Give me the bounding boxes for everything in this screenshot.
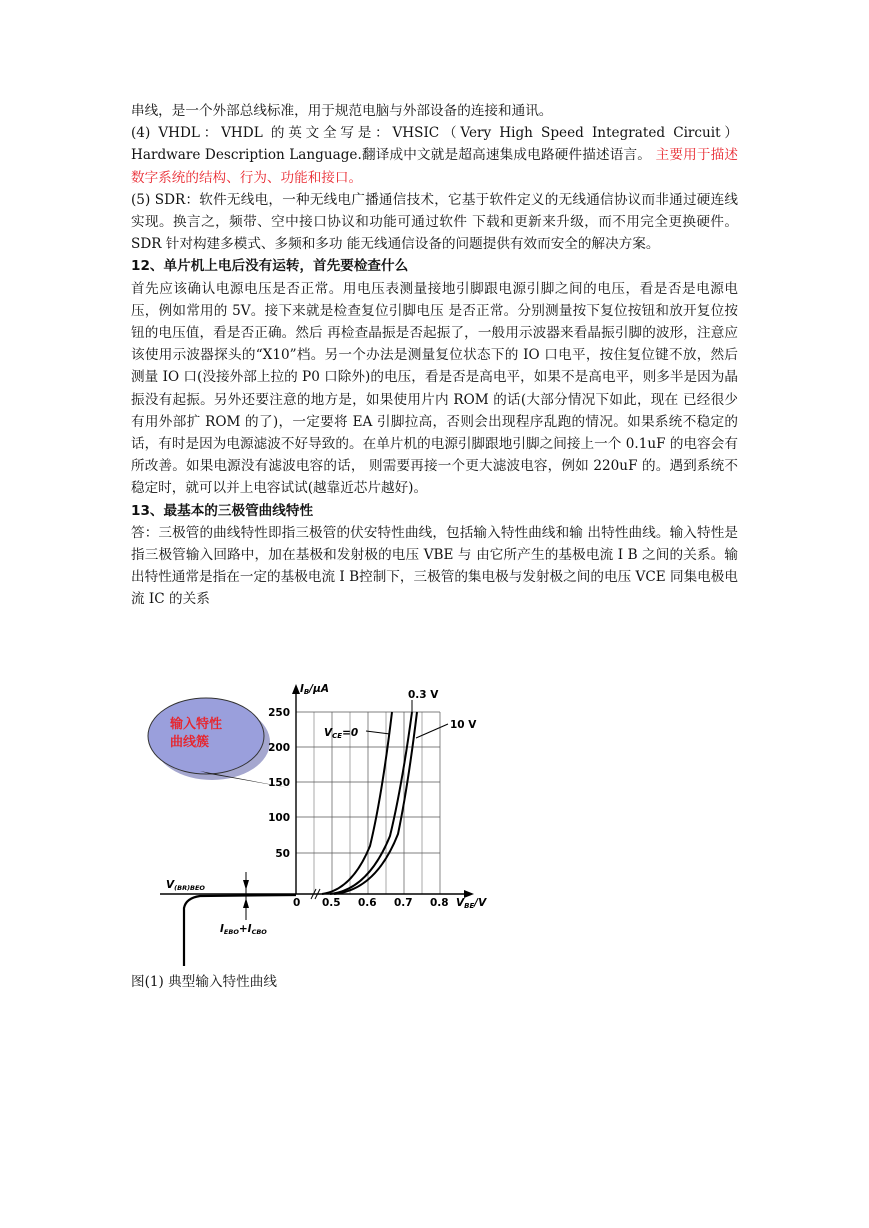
x-tick-0: 0 bbox=[293, 897, 301, 909]
curve-vce-03 bbox=[330, 712, 412, 894]
heading-12: 12、单片机上电后没有运转，首先要检查什么 bbox=[131, 258, 409, 275]
input-characteristic-diagram bbox=[140, 676, 500, 966]
grid bbox=[296, 712, 440, 894]
x-tick-08: 0.8 bbox=[430, 897, 449, 909]
y-tick-200: 200 bbox=[268, 742, 290, 754]
usb-paragraph-tail: 串线，是一个外部总线标准，用于规范电脑与外部设备的连接和通讯。 bbox=[131, 103, 553, 119]
x-tick-05: 0.5 bbox=[322, 897, 341, 909]
curve-vce-10 bbox=[334, 712, 417, 894]
x-tick-06: 0.6 bbox=[358, 897, 377, 909]
sdr-paragraph: (5) SDR：软件无线电，一种无线电广播通信技术，它基于软件定义的无线通信协议而非通过硬连线实现。换言之，频带、空中接口协议和功能可通过软件 下载和更新来升级，而不用完全更换硬件。SDR 针对构建多模式、多频和多功 能无线通信设备的问题提供有效而安全的解决方案。 bbox=[131, 191, 738, 253]
leakage-label: IEBO+ICBO bbox=[220, 923, 267, 936]
figure-caption: 图(1) 典型输入特性曲线 bbox=[131, 974, 277, 990]
heading-13: 13、最基本的三极管曲线特性 bbox=[131, 502, 314, 519]
curve-label-vce0: VCE=0 bbox=[324, 727, 359, 740]
x-axis-label: VBE/V bbox=[456, 897, 487, 910]
leader-lines bbox=[366, 700, 448, 738]
y-tick-100: 100 bbox=[268, 812, 290, 824]
y-tick-150: 150 bbox=[268, 777, 290, 789]
input-characteristic-figure bbox=[140, 676, 500, 966]
document-body bbox=[131, 100, 738, 611]
vhdl-paragraph bbox=[131, 122, 738, 189]
x-tick-07: 0.7 bbox=[394, 897, 413, 909]
answer-12: 首先应该确认电源电压是否正常。用电压表测量接地引脚跟电源引脚之间的电压，看是否是电源电压，例如常用的 5V。接下来就是检查复位引脚电压 是否正常。分别测量按下复位按钮和放开复位按钮的电压值，看是否正确。然后 再检查晶振是否起振了，一般用示波器来看晶振引脚的波形，注意应该使用示波器探头的“X10”档。另一个办法是测量复位状态下的 IO 口电平，按住复位键不放，然后测量 IO 口(没接外部上拉的 P0 口除外)的电压，看是否是高电平，如果不是高电平，则多半是因为晶振没有起振。另外还要注意的地方是，如果使用片内 ROM 的话(大部分情况下如此，现在 已经很少有用外部扩 ROM 的了)，一定要将 EA 引脚拉高，否则会出现程序乱跑的情况。如果系统不稳定的话，有时是因为电源滤波不好导致的。在单片机的电源引脚跟地引脚之间接上一个 0.1uF 的电容会有所改善。如果电源没有滤波电容的话， 则需要再接一个更大滤波电容，例如 220uF 的。遇到系统不稳定时，就可以并上电容试试(越靠近芯片越好)。 bbox=[131, 280, 738, 497]
y-tick-250: 250 bbox=[268, 707, 290, 719]
y-tick-50: 50 bbox=[275, 848, 290, 860]
bubble-text-line2: 曲线簇 bbox=[170, 735, 210, 750]
vhdl-text: (4) VHDL：VHDL 的英文全写是：VHSIC（Very High Speed Integrated Circuit） Hardware Description Language.翻译成中文就是超高速集成电路硬件描述语言。 bbox=[131, 125, 738, 164]
curve-label-10v: 10 V bbox=[450, 719, 477, 731]
answer-13: 答：三极管的曲线特性即指三极管的伏安特性曲线，包括输入特性曲线和输 出特性曲线。输入特性是指三极管输入回路中，加在基极和发射极的电压 VBE 与 由它所产生的基极电流 I B 之间的关系。输出特性通常是指在一定的基极电流 I B控制下，三极管的集电极与发射极之间的电压 VCE 同集电极电流 IC 的关系 bbox=[131, 524, 738, 608]
vhdl-highlight: 主要用于描述数字系统的结构、行为、功能和接口。 bbox=[131, 147, 739, 186]
bubble-text-line1: 输入特性 bbox=[170, 717, 223, 732]
y-axis-label: IB/μA bbox=[300, 683, 329, 696]
curve-label-03v: 0.3 V bbox=[408, 689, 439, 701]
breakdown-label: V(BR)BEO bbox=[166, 879, 205, 892]
